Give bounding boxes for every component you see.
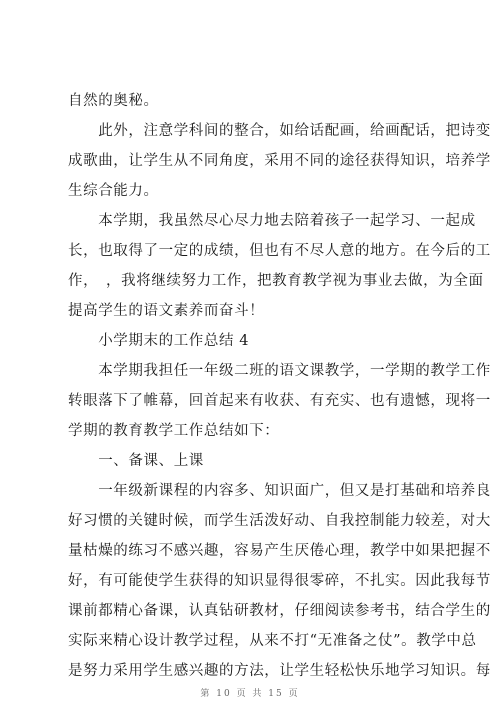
text-line: 转眼落下了帷幕，回首起来有收获、有充实、也有遗憾，现将一	[68, 393, 491, 409]
text-line: 自然的奥秘。	[68, 93, 159, 109]
text-line: 本学期，我虽然尽心尽力地去陪着孩子一起学习、一起成	[68, 213, 476, 229]
text-line: 实际来精心设计教学过程，从来不打“无准备之仗”。教学中总	[68, 633, 477, 649]
text-line: 量枯燥的练习不感兴趣，容易产生厌倦心理，教学中如果把握不	[68, 543, 491, 559]
text-line: 本学期我担任一年级二班的语文课教学，一学期的教学工作	[68, 363, 491, 379]
text-line: 成歌曲，让学生从不同角度，采用不同的途径获得知识，培养学	[68, 153, 491, 169]
text-line: 好，有可能使学生获得的知识显得很零碎，不扎实。因此我每节	[68, 573, 491, 589]
text-line: 课前都精心备课，认真钻研教材，仔细阅读参考书，结合学生的	[68, 603, 491, 619]
text-line: 提高学生的语文素养而奋斗！	[68, 303, 265, 319]
text-line: 一年级新课程的内容多、知识面广，但又是打基础和培养良	[68, 483, 491, 499]
text-line: 好习惯的关键时候，而学生活泼好动、自我控制能力较差，对大	[68, 513, 491, 529]
text-line: 长，也取得了一定的成绩，但也有不尽人意的地方。在今后的工	[68, 243, 491, 259]
text-line: 学期的教育教学工作总结如下：	[68, 423, 280, 439]
page-number-footer: 第 10 页 共 15 页	[200, 689, 300, 699]
section-heading: 小学期末的工作总结 4	[68, 333, 250, 349]
text-line: 生综合能力。	[68, 183, 159, 199]
text-line: 是努力采用学生感兴趣的方法，让学生轻松快乐地学习知识。每	[68, 663, 491, 679]
text-line: 此外，注意学科间的整合，如给话配画，给画配话，把诗变	[68, 123, 491, 139]
subsection-heading: 一、备课、上课	[68, 453, 204, 469]
text-line: 作， ，我将继续努力工作，把教育教学视为事业去做，为全面	[68, 273, 484, 289]
